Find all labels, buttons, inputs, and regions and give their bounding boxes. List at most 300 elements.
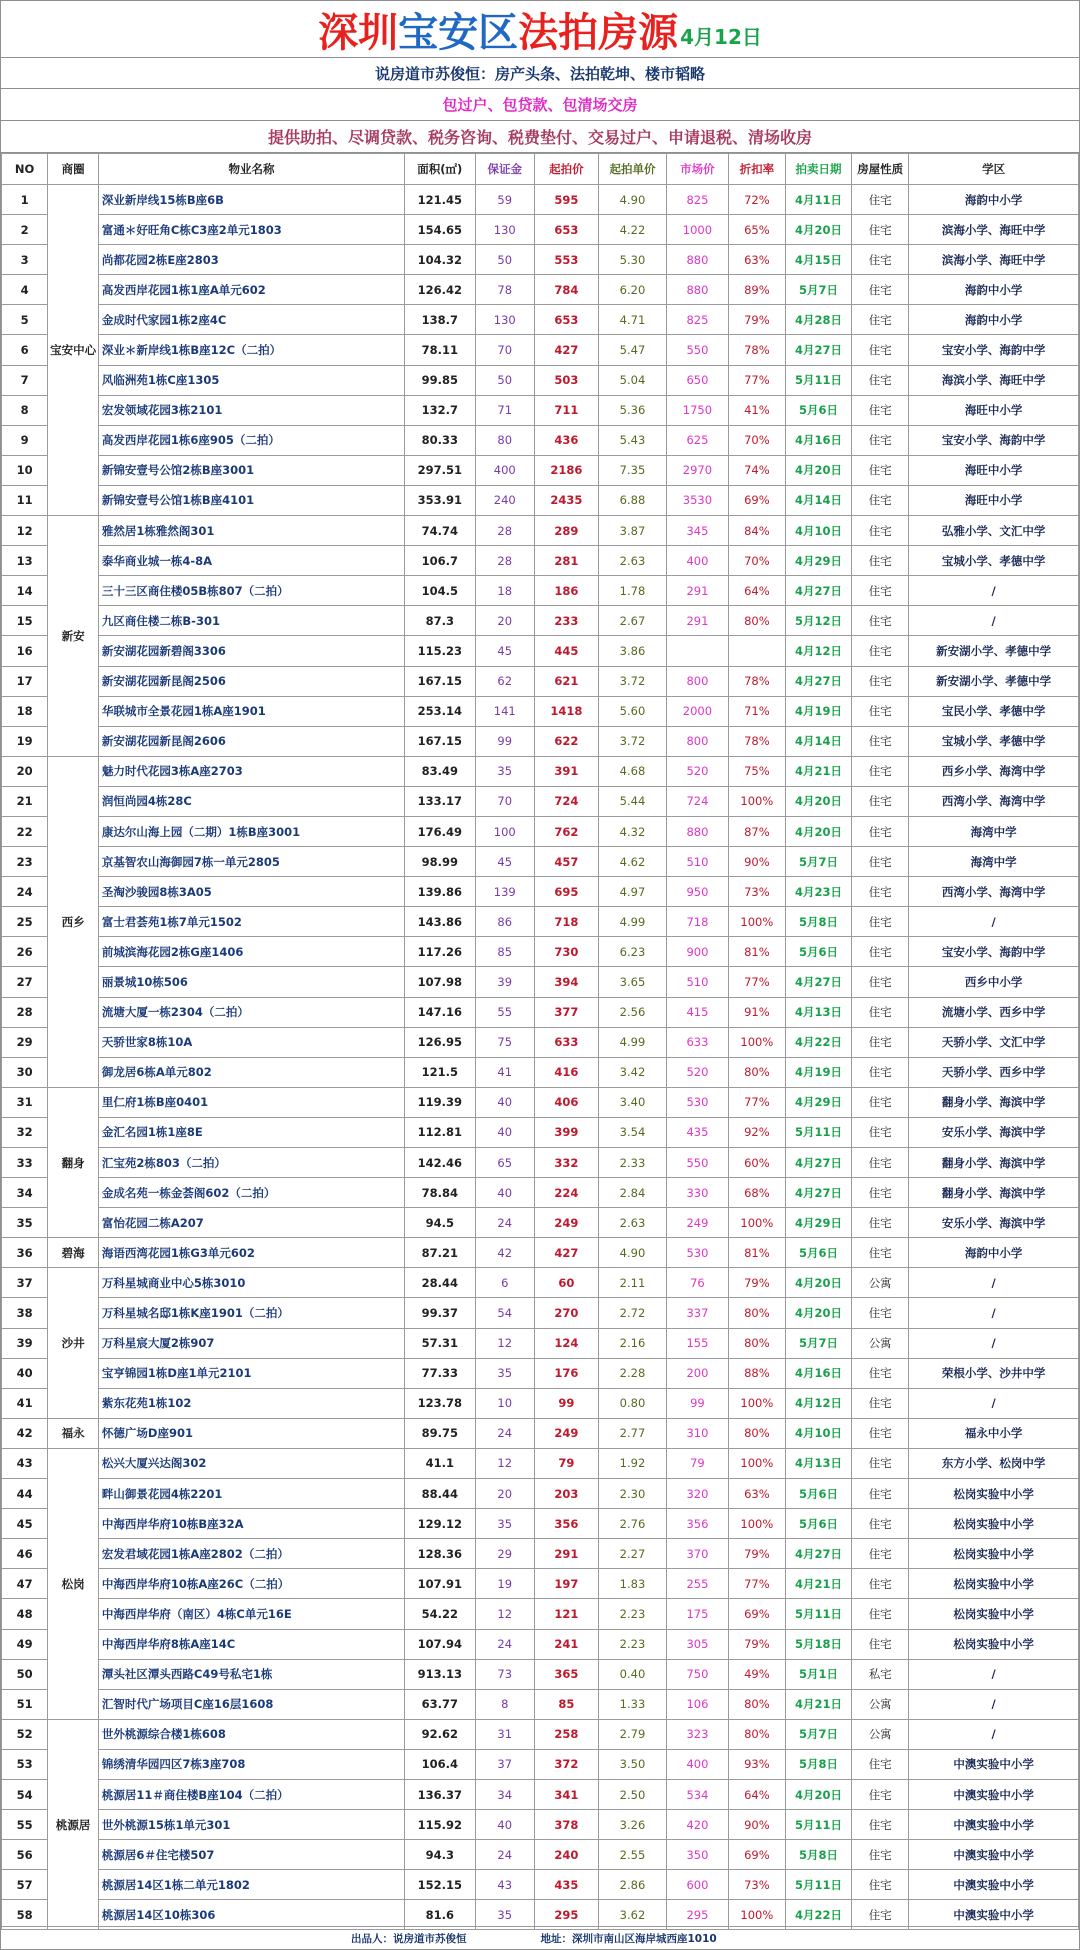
school-district: 滨海小学、海旺中学 bbox=[909, 245, 1079, 275]
market-price bbox=[667, 636, 729, 666]
footer-publisher: 出品人：说房道市苏俊恒 bbox=[351, 1932, 467, 1945]
table-row bbox=[2, 937, 1079, 967]
property-type: 住宅 bbox=[852, 546, 909, 576]
market-price: 323 bbox=[667, 1719, 729, 1749]
table-row bbox=[2, 696, 1079, 726]
deposit: 99 bbox=[475, 726, 534, 756]
discount-rate: 70% bbox=[728, 425, 785, 455]
table-row bbox=[2, 185, 1079, 215]
row-no: 36 bbox=[2, 1238, 48, 1268]
property-name: 潭头社区潭头西路C49号私宅1栋 bbox=[98, 1659, 404, 1689]
property-name: 万科星城商业中心5栋3010 bbox=[98, 1268, 404, 1298]
area: 133.17 bbox=[405, 786, 475, 816]
start-price: 124 bbox=[534, 1328, 598, 1358]
property-name: 风临洲苑1栋C座1305 bbox=[98, 365, 404, 395]
property-type: 住宅 bbox=[852, 636, 909, 666]
discount-rate: 78% bbox=[728, 666, 785, 696]
property-type: 私宅 bbox=[852, 1659, 909, 1689]
unit-price: 4.99 bbox=[598, 907, 666, 937]
region-cell: 桃源居 bbox=[48, 1719, 99, 1930]
auction-date: 5月7日 bbox=[786, 1719, 852, 1749]
discount-rate: 68% bbox=[728, 1178, 785, 1208]
property-type: 住宅 bbox=[852, 1900, 909, 1930]
start-price: 270 bbox=[534, 1298, 598, 1328]
deposit: 78 bbox=[475, 275, 534, 305]
property-name: 流塘大厦一栋2304（二拍） bbox=[98, 997, 404, 1027]
region-cell: 松岗 bbox=[48, 1448, 99, 1719]
auction-date: 4月28日 bbox=[786, 305, 852, 335]
start-price: 356 bbox=[534, 1509, 598, 1539]
discount-rate: 65% bbox=[728, 215, 785, 245]
unit-price: 5.04 bbox=[598, 365, 666, 395]
table-row bbox=[2, 1840, 1079, 1870]
market-price: 880 bbox=[667, 816, 729, 846]
property-type: 住宅 bbox=[852, 967, 909, 997]
table-row bbox=[2, 516, 1079, 546]
discount-rate: 41% bbox=[728, 395, 785, 425]
unit-price: 2.84 bbox=[598, 1178, 666, 1208]
row-no: 27 bbox=[2, 967, 48, 997]
table-row bbox=[2, 1599, 1079, 1629]
row-no: 41 bbox=[2, 1388, 48, 1418]
property-type: 住宅 bbox=[852, 1148, 909, 1178]
table-row bbox=[2, 1810, 1079, 1840]
auction-date: 5月7日 bbox=[786, 275, 852, 305]
area: 138.7 bbox=[405, 305, 475, 335]
property-type: 住宅 bbox=[852, 395, 909, 425]
area: 913.13 bbox=[405, 1659, 475, 1689]
discount-rate: 92% bbox=[728, 1117, 785, 1147]
region-cell: 碧海 bbox=[48, 1238, 99, 1268]
start-price: 436 bbox=[534, 425, 598, 455]
market-price: 724 bbox=[667, 786, 729, 816]
row-no: 20 bbox=[2, 756, 48, 786]
school-district: 中澳实验中小学 bbox=[909, 1779, 1079, 1809]
property-name: 三十三区商住楼05B栋807（二拍） bbox=[98, 576, 404, 606]
school-district: 宝安小学、海韵中学 bbox=[909, 937, 1079, 967]
title-date: 4月12日 bbox=[680, 24, 762, 49]
col-area: 面积(㎡) bbox=[405, 154, 475, 185]
unit-price: 3.50 bbox=[598, 1749, 666, 1779]
market-price: 435 bbox=[667, 1117, 729, 1147]
region-cell: 福永 bbox=[48, 1418, 99, 1448]
property-type: 住宅 bbox=[852, 1779, 909, 1809]
start-price: 457 bbox=[534, 847, 598, 877]
table-row bbox=[2, 1027, 1079, 1057]
title-city: 深圳 bbox=[318, 9, 399, 56]
deposit: 240 bbox=[475, 485, 534, 515]
market-price: 200 bbox=[667, 1358, 729, 1388]
row-no: 56 bbox=[2, 1840, 48, 1870]
listing-table bbox=[1, 153, 1079, 1930]
property-name: 富怡花园二栋A207 bbox=[98, 1208, 404, 1238]
market-price: 370 bbox=[667, 1539, 729, 1569]
table-row bbox=[2, 1418, 1079, 1448]
auction-date: 5月6日 bbox=[786, 395, 852, 425]
property-name: 新安湖花园新昆阁2606 bbox=[98, 726, 404, 756]
area: 107.91 bbox=[405, 1569, 475, 1599]
start-price: 784 bbox=[534, 275, 598, 305]
row-no: 14 bbox=[2, 576, 48, 606]
deposit: 42 bbox=[475, 1238, 534, 1268]
deposit: 24 bbox=[475, 1418, 534, 1448]
row-no: 58 bbox=[2, 1900, 48, 1930]
start-price: 1418 bbox=[534, 696, 598, 726]
school-district: 中澳实验中小学 bbox=[909, 1900, 1079, 1930]
school-district: 福永中小学 bbox=[909, 1418, 1079, 1448]
school-district: 西乡中小学 bbox=[909, 967, 1079, 997]
property-name: 紫东花苑1栋102 bbox=[98, 1388, 404, 1418]
deposit: 100 bbox=[475, 816, 534, 846]
area: 83.49 bbox=[405, 756, 475, 786]
table-row bbox=[2, 1569, 1079, 1599]
unit-price: 5.43 bbox=[598, 425, 666, 455]
col-auction-date: 拍卖日期 bbox=[786, 154, 852, 185]
start-price: 289 bbox=[534, 516, 598, 546]
discount-rate: 80% bbox=[728, 1328, 785, 1358]
market-price: 420 bbox=[667, 1810, 729, 1840]
table-row bbox=[2, 1358, 1079, 1388]
start-price: 341 bbox=[534, 1779, 598, 1809]
deposit: 40 bbox=[475, 1810, 534, 1840]
area: 104.5 bbox=[405, 576, 475, 606]
table-row bbox=[2, 907, 1079, 937]
deposit: 45 bbox=[475, 847, 534, 877]
table-row bbox=[2, 455, 1079, 485]
property-name: 松兴大厦兴达阁302 bbox=[98, 1448, 404, 1478]
region-cell: 宝安中心 bbox=[48, 185, 99, 516]
property-name: 宏发君域花园1栋A座2802（二拍） bbox=[98, 1539, 404, 1569]
school-district: / bbox=[909, 1268, 1079, 1298]
deposit: 29 bbox=[475, 1539, 534, 1569]
table-row bbox=[2, 997, 1079, 1027]
deposit: 24 bbox=[475, 1629, 534, 1659]
deposit: 20 bbox=[475, 606, 534, 636]
start-price: 416 bbox=[534, 1057, 598, 1087]
start-price: 281 bbox=[534, 546, 598, 576]
start-price: 224 bbox=[534, 1178, 598, 1208]
deposit: 50 bbox=[475, 245, 534, 275]
area: 121.45 bbox=[405, 185, 475, 215]
auction-date: 4月27日 bbox=[786, 666, 852, 696]
area: 41.1 bbox=[405, 1448, 475, 1478]
school-district: 海韵中小学 bbox=[909, 305, 1079, 335]
unit-price: 2.16 bbox=[598, 1328, 666, 1358]
market-price: 510 bbox=[667, 967, 729, 997]
discount-rate: 71% bbox=[728, 696, 785, 726]
property-name: 尚都花园2栋E座2803 bbox=[98, 245, 404, 275]
property-type: 住宅 bbox=[852, 1057, 909, 1087]
area: 99.85 bbox=[405, 365, 475, 395]
table-header-row bbox=[2, 154, 1079, 185]
school-district: 弘雅小学、文汇中学 bbox=[909, 516, 1079, 546]
area: 115.23 bbox=[405, 636, 475, 666]
col-property-name: 物业名称 bbox=[98, 154, 404, 185]
area: 87.3 bbox=[405, 606, 475, 636]
area: 117.26 bbox=[405, 937, 475, 967]
market-price: 900 bbox=[667, 937, 729, 967]
auction-date: 5月6日 bbox=[786, 937, 852, 967]
deposit: 55 bbox=[475, 997, 534, 1027]
unit-price: 1.83 bbox=[598, 1569, 666, 1599]
row-no: 50 bbox=[2, 1659, 48, 1689]
discount-rate: 64% bbox=[728, 576, 785, 606]
row-no: 48 bbox=[2, 1599, 48, 1629]
school-district: 海滨小学、海旺中学 bbox=[909, 365, 1079, 395]
area: 106.4 bbox=[405, 1749, 475, 1779]
auction-date: 5月11日 bbox=[786, 1117, 852, 1147]
table-row bbox=[2, 215, 1079, 245]
property-name: 汇智时代广场项目C座16层1608 bbox=[98, 1689, 404, 1719]
deposit: 400 bbox=[475, 455, 534, 485]
market-price: 79 bbox=[667, 1448, 729, 1478]
school-district: 东方小学、松岗中学 bbox=[909, 1448, 1079, 1478]
area: 297.51 bbox=[405, 455, 475, 485]
unit-price: 5.44 bbox=[598, 786, 666, 816]
col-school-district: 学区 bbox=[909, 154, 1079, 185]
row-no: 5 bbox=[2, 305, 48, 335]
property-type: 住宅 bbox=[852, 185, 909, 215]
property-name: 圣淘沙骏园8栋3A05 bbox=[98, 877, 404, 907]
area: 78.11 bbox=[405, 335, 475, 365]
table-row bbox=[2, 877, 1079, 907]
auction-date: 4月20日 bbox=[786, 816, 852, 846]
row-no: 45 bbox=[2, 1509, 48, 1539]
unit-price: 2.27 bbox=[598, 1539, 666, 1569]
property-type: 公寓 bbox=[852, 1689, 909, 1719]
unit-price: 6.88 bbox=[598, 485, 666, 515]
property-name: 金成时代家园1栋2座4C bbox=[98, 305, 404, 335]
market-price: 2000 bbox=[667, 696, 729, 726]
table-row bbox=[2, 1238, 1079, 1268]
auction-date: 4月27日 bbox=[786, 1539, 852, 1569]
property-name: 高发西岸花园1栋1座A单元602 bbox=[98, 275, 404, 305]
start-price: 2435 bbox=[534, 485, 598, 515]
property-type: 住宅 bbox=[852, 816, 909, 846]
start-price: 332 bbox=[534, 1148, 598, 1178]
auction-date: 4月21日 bbox=[786, 756, 852, 786]
deposit: 37 bbox=[475, 1749, 534, 1779]
discount-rate bbox=[728, 636, 785, 666]
property-type: 住宅 bbox=[852, 1388, 909, 1418]
table-row bbox=[2, 636, 1079, 666]
unit-price: 2.28 bbox=[598, 1358, 666, 1388]
auction-date: 4月21日 bbox=[786, 1569, 852, 1599]
property-name: 世外桃源综合楼1栋608 bbox=[98, 1719, 404, 1749]
school-district: / bbox=[909, 606, 1079, 636]
start-price: 249 bbox=[534, 1208, 598, 1238]
property-name: 里仁府1栋B座0401 bbox=[98, 1087, 404, 1117]
property-name: 桃源居14区1栋二单元1802 bbox=[98, 1870, 404, 1900]
discount-rate: 80% bbox=[728, 606, 785, 636]
deposit: 70 bbox=[475, 335, 534, 365]
auction-date: 5月18日 bbox=[786, 1629, 852, 1659]
unit-price: 5.36 bbox=[598, 395, 666, 425]
table-row bbox=[2, 1479, 1079, 1509]
row-no: 33 bbox=[2, 1148, 48, 1178]
property-type: 住宅 bbox=[852, 696, 909, 726]
row-no: 6 bbox=[2, 335, 48, 365]
market-price: 1750 bbox=[667, 395, 729, 425]
unit-price: 3.26 bbox=[598, 1810, 666, 1840]
auction-date: 4月11日 bbox=[786, 185, 852, 215]
area: 28.44 bbox=[405, 1268, 475, 1298]
col-no: NO bbox=[2, 154, 48, 185]
discount-rate: 73% bbox=[728, 1870, 785, 1900]
school-district: 海韵中小学 bbox=[909, 275, 1079, 305]
auction-date: 5月8日 bbox=[786, 907, 852, 937]
market-price: 155 bbox=[667, 1328, 729, 1358]
auction-date: 4月27日 bbox=[786, 1148, 852, 1178]
market-price: 415 bbox=[667, 997, 729, 1027]
school-district: 中澳实验中小学 bbox=[909, 1840, 1079, 1870]
discount-rate: 100% bbox=[728, 1027, 785, 1057]
row-no: 44 bbox=[2, 1479, 48, 1509]
property-name: 御龙居6栋A单元802 bbox=[98, 1057, 404, 1087]
school-district: 新安湖小学、孝德中学 bbox=[909, 666, 1079, 696]
auction-date: 4月27日 bbox=[786, 335, 852, 365]
start-price: 621 bbox=[534, 666, 598, 696]
table-row bbox=[2, 1779, 1079, 1809]
auction-date: 4月20日 bbox=[786, 786, 852, 816]
unit-price: 1.92 bbox=[598, 1448, 666, 1478]
row-no: 37 bbox=[2, 1268, 48, 1298]
start-price: 377 bbox=[534, 997, 598, 1027]
area: 112.81 bbox=[405, 1117, 475, 1147]
row-no: 57 bbox=[2, 1870, 48, 1900]
unit-price: 3.86 bbox=[598, 636, 666, 666]
discount-rate: 100% bbox=[728, 907, 785, 937]
property-name: 中海西岸华府（南区）4栋C单元16E bbox=[98, 1599, 404, 1629]
school-district: 新安湖小学、孝德中学 bbox=[909, 636, 1079, 666]
property-type: 住宅 bbox=[852, 937, 909, 967]
discount-rate: 78% bbox=[728, 335, 785, 365]
property-type: 住宅 bbox=[852, 335, 909, 365]
school-district: 松岗实验中小学 bbox=[909, 1479, 1079, 1509]
school-district: 海湾中学 bbox=[909, 847, 1079, 877]
property-name: 怀德广场D座901 bbox=[98, 1418, 404, 1448]
start-price: 197 bbox=[534, 1569, 598, 1599]
area: 87.21 bbox=[405, 1238, 475, 1268]
school-district: 流塘小学、西乡中学 bbox=[909, 997, 1079, 1027]
unit-price: 6.23 bbox=[598, 937, 666, 967]
discount-rate: 60% bbox=[728, 1148, 785, 1178]
market-price: 825 bbox=[667, 305, 729, 335]
discount-rate: 89% bbox=[728, 275, 785, 305]
school-district: 西湾小学、海湾中学 bbox=[909, 786, 1079, 816]
deposit: 80 bbox=[475, 425, 534, 455]
property-type: 住宅 bbox=[852, 1509, 909, 1539]
unit-price: 5.30 bbox=[598, 245, 666, 275]
auction-date: 4月27日 bbox=[786, 1178, 852, 1208]
property-type: 住宅 bbox=[852, 425, 909, 455]
table-row bbox=[2, 666, 1079, 696]
discount-rate: 74% bbox=[728, 455, 785, 485]
school-district: 中澳实验中小学 bbox=[909, 1810, 1079, 1840]
property-type: 住宅 bbox=[852, 1810, 909, 1840]
property-type: 住宅 bbox=[852, 1298, 909, 1328]
table-row bbox=[2, 756, 1079, 786]
unit-price: 1.78 bbox=[598, 576, 666, 606]
market-price: 950 bbox=[667, 877, 729, 907]
row-no: 54 bbox=[2, 1779, 48, 1809]
property-name: 桃源居6＃住宅楼507 bbox=[98, 1840, 404, 1870]
start-price: 435 bbox=[534, 1870, 598, 1900]
deposit: 20 bbox=[475, 1479, 534, 1509]
row-no: 21 bbox=[2, 786, 48, 816]
school-district: 宝民小学、孝德中学 bbox=[909, 696, 1079, 726]
market-price: 337 bbox=[667, 1298, 729, 1328]
property-type: 住宅 bbox=[852, 786, 909, 816]
discount-rate: 69% bbox=[728, 1599, 785, 1629]
market-price: 320 bbox=[667, 1479, 729, 1509]
auction-date: 5月6日 bbox=[786, 1238, 852, 1268]
unit-price: 4.99 bbox=[598, 1027, 666, 1057]
unit-price: 2.50 bbox=[598, 1779, 666, 1809]
property-name: 泰华商业城一栋4-8A bbox=[98, 546, 404, 576]
deposit: 59 bbox=[475, 185, 534, 215]
region-cell: 沙井 bbox=[48, 1268, 99, 1418]
unit-price: 3.42 bbox=[598, 1057, 666, 1087]
property-name: 魅力时代花园3栋A座2703 bbox=[98, 756, 404, 786]
discount-rate: 78% bbox=[728, 726, 785, 756]
col-region: 商圈 bbox=[48, 154, 99, 185]
row-no: 35 bbox=[2, 1208, 48, 1238]
market-price: 800 bbox=[667, 726, 729, 756]
deposit: 18 bbox=[475, 576, 534, 606]
deposit: 19 bbox=[475, 1569, 534, 1599]
discount-rate: 90% bbox=[728, 1810, 785, 1840]
deposit: 31 bbox=[475, 1719, 534, 1749]
unit-price: 2.67 bbox=[598, 606, 666, 636]
row-no: 39 bbox=[2, 1328, 48, 1358]
auction-date: 4月10日 bbox=[786, 1418, 852, 1448]
unit-price: 3.87 bbox=[598, 516, 666, 546]
property-name: 万科星城名邸1栋K座1901（二拍） bbox=[98, 1298, 404, 1328]
property-type: 住宅 bbox=[852, 1870, 909, 1900]
property-type: 住宅 bbox=[852, 606, 909, 636]
market-price: 530 bbox=[667, 1238, 729, 1268]
area: 123.78 bbox=[405, 1388, 475, 1418]
row-no: 38 bbox=[2, 1298, 48, 1328]
area: 80.33 bbox=[405, 425, 475, 455]
start-price: 372 bbox=[534, 1749, 598, 1779]
footer bbox=[1, 1926, 1079, 1949]
col-start-price: 起拍价 bbox=[534, 154, 598, 185]
property-type: 住宅 bbox=[852, 1358, 909, 1388]
table-row bbox=[2, 1208, 1079, 1238]
auction-date: 5月11日 bbox=[786, 365, 852, 395]
area: 74.74 bbox=[405, 516, 475, 546]
market-price: 800 bbox=[667, 666, 729, 696]
deposit: 139 bbox=[475, 877, 534, 907]
unit-price: 3.72 bbox=[598, 726, 666, 756]
row-no: 24 bbox=[2, 877, 48, 907]
school-district: / bbox=[909, 576, 1079, 606]
start-price: 553 bbox=[534, 245, 598, 275]
auction-date: 4月20日 bbox=[786, 1779, 852, 1809]
property-type: 住宅 bbox=[852, 1238, 909, 1268]
unit-price: 4.22 bbox=[598, 215, 666, 245]
table-row bbox=[2, 1509, 1079, 1539]
school-district: / bbox=[909, 1328, 1079, 1358]
row-no: 19 bbox=[2, 726, 48, 756]
property-type: 住宅 bbox=[852, 1539, 909, 1569]
area: 142.46 bbox=[405, 1148, 475, 1178]
start-price: 233 bbox=[534, 606, 598, 636]
table-row bbox=[2, 1087, 1079, 1117]
school-district: 安乐小学、海滨中学 bbox=[909, 1117, 1079, 1147]
